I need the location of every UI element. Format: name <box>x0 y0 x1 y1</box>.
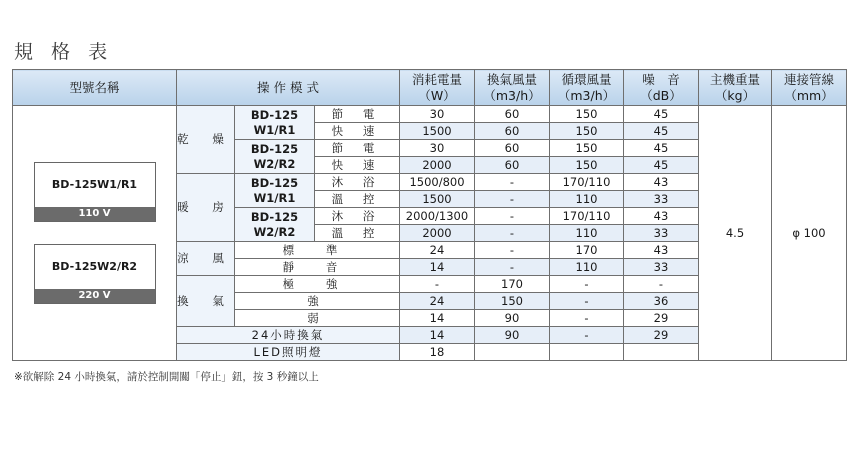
power-cell: - <box>400 276 475 293</box>
sub-model: BD-125 W2/R2 <box>235 140 315 174</box>
circulation-cell: - <box>550 327 624 344</box>
power-cell: 14 <box>400 327 475 344</box>
exhaust-cell: 90 <box>475 327 550 344</box>
power-cell: 14 <box>400 310 475 327</box>
power-cell: 2000/1300 <box>400 208 475 225</box>
exhaust-cell: 90 <box>475 310 550 327</box>
exhaust-cell: 60 <box>475 140 550 157</box>
mode-cell: 溫 控 <box>315 225 400 242</box>
circulation-cell: - <box>550 310 624 327</box>
exhaust-cell: - <box>475 191 550 208</box>
circulation-cell: 150 <box>550 123 624 140</box>
voltage-badge: 220 V <box>35 289 155 303</box>
noise-cell: 33 <box>624 191 699 208</box>
category-heat: 暖 房 <box>177 174 235 242</box>
circulation-cell: 110 <box>550 225 624 242</box>
power-cell: 30 <box>400 140 475 157</box>
circulation-cell: 150 <box>550 106 624 123</box>
circulation-cell <box>550 344 624 361</box>
mode-cell: 快 速 <box>315 123 400 140</box>
exhaust-cell: 150 <box>475 293 550 310</box>
page-title: 規 格 表 <box>14 41 114 63</box>
noise-cell: 43 <box>624 242 699 259</box>
circulation-cell: 170/110 <box>550 174 624 191</box>
circulation-cell: 150 <box>550 140 624 157</box>
exhaust-cell: 60 <box>475 106 550 123</box>
mode-cell: 強 <box>235 293 400 310</box>
exhaust-cell <box>475 344 550 361</box>
power-cell: 30 <box>400 106 475 123</box>
duct-cell: φ 100 <box>772 106 847 361</box>
circulation-cell: - <box>550 293 624 310</box>
noise-cell: 43 <box>624 174 699 191</box>
sub-model: BD-125 W2/R2 <box>235 208 315 242</box>
category-cool: 涼 風 <box>177 242 235 276</box>
exhaust-cell: - <box>475 242 550 259</box>
exhaust-cell: - <box>475 208 550 225</box>
sub-model: BD-125 W1/R1 <box>235 174 315 208</box>
sub-model: BD-125 W1/R1 <box>235 106 315 140</box>
circulation-cell: 170 <box>550 242 624 259</box>
noise-cell: 43 <box>624 208 699 225</box>
mode-cell: 極 強 <box>235 276 400 293</box>
mode-cell: 沐 浴 <box>315 208 400 225</box>
table-row <box>13 106 847 123</box>
mode-cell: 節 電 <box>315 106 400 123</box>
power-cell: 1500 <box>400 191 475 208</box>
noise-cell: - <box>624 276 699 293</box>
noise-cell: 45 <box>624 140 699 157</box>
power-cell: 24 <box>400 242 475 259</box>
header-noise: 噪 音 （dB） <box>624 70 699 106</box>
header-mode: 操 作 模 式 <box>177 70 400 106</box>
circulation-cell: 150 <box>550 157 624 174</box>
power-cell: 24 <box>400 293 475 310</box>
mode-cell: 弱 <box>235 310 400 327</box>
noise-cell: 36 <box>624 293 699 310</box>
power-cell: 18 <box>400 344 475 361</box>
header-model: 型號名稱 <box>13 70 177 106</box>
mode-cell: 24小時換氣 <box>177 327 400 344</box>
noise-cell <box>624 344 699 361</box>
header-circulation: 循環風量 （m3/h） <box>550 70 624 106</box>
noise-cell: 33 <box>624 259 699 276</box>
noise-cell: 33 <box>624 225 699 242</box>
power-cell: 14 <box>400 259 475 276</box>
mode-cell: 沐 浴 <box>315 174 400 191</box>
noise-cell: 45 <box>624 106 699 123</box>
exhaust-cell: 60 <box>475 157 550 174</box>
spec-table <box>12 69 847 361</box>
noise-cell: 29 <box>624 327 699 344</box>
category-vent: 換 氣 <box>177 276 235 327</box>
weight-cell: 4.5 <box>699 106 772 361</box>
model-name: BD-125W1/R1 <box>51 178 138 191</box>
model-cards-cell <box>13 106 177 361</box>
mode-cell: 節 電 <box>315 140 400 157</box>
circulation-cell: 110 <box>550 191 624 208</box>
power-cell: 1500/800 <box>400 174 475 191</box>
power-cell: 1500 <box>400 123 475 140</box>
noise-cell: 45 <box>624 123 699 140</box>
power-cell: 2000 <box>400 157 475 174</box>
header-exhaust: 換氣風量 （m3/h） <box>475 70 550 106</box>
voltage-badge: 110 V <box>35 207 155 221</box>
circulation-cell: - <box>550 276 624 293</box>
model-card <box>34 162 156 222</box>
exhaust-cell: - <box>475 259 550 276</box>
footnote: ※欲解除 24 小時換氣，請於控制開關「停止」鈕，按 3 秒鐘以上 <box>14 371 319 383</box>
circulation-cell: 110 <box>550 259 624 276</box>
noise-cell: 29 <box>624 310 699 327</box>
header-duct: 連接管線 （mm） <box>772 70 847 106</box>
exhaust-cell: - <box>475 225 550 242</box>
mode-cell: 快 速 <box>315 157 400 174</box>
model-name: BD-125W2/R2 <box>51 260 138 273</box>
header-power: 消耗電量 （W） <box>400 70 475 106</box>
mode-cell: LED照明燈 <box>177 344 400 361</box>
circulation-cell: 170/110 <box>550 208 624 225</box>
mode-cell: 標 準 <box>235 242 400 259</box>
exhaust-cell: 170 <box>475 276 550 293</box>
model-card <box>34 244 156 304</box>
header-weight: 主機重量 （kg） <box>699 70 772 106</box>
header-row <box>13 70 847 106</box>
mode-cell: 靜 音 <box>235 259 400 276</box>
noise-cell: 45 <box>624 157 699 174</box>
power-cell: 2000 <box>400 225 475 242</box>
mode-cell: 溫 控 <box>315 191 400 208</box>
exhaust-cell: - <box>475 174 550 191</box>
exhaust-cell: 60 <box>475 123 550 140</box>
category-dry: 乾 燥 <box>177 106 235 174</box>
